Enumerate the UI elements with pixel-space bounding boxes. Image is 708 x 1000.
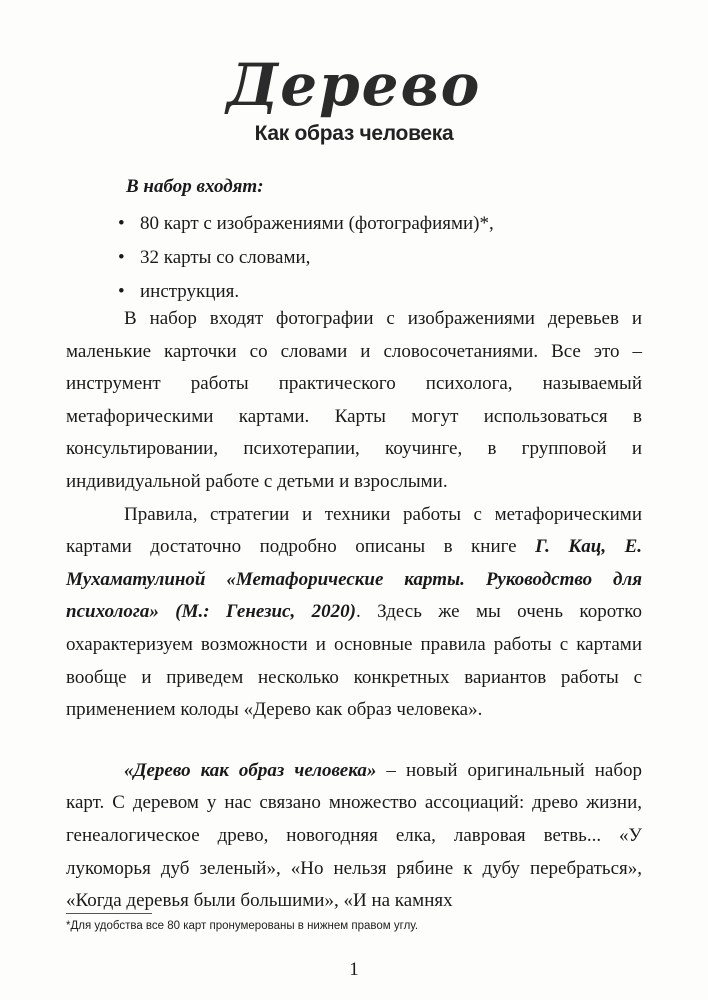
deck-name: «Дерево как образ человека» [124,759,377,781]
footnote: *Для удобства все 80 карт пронумерованы в нижнем правом углу. [66,920,419,932]
paragraph-rules-end: . Здесь же мы очень коротко охарактеризуем возможности и основные правила работы с картами вообще и приведем несколько конкретных вариантов работы с применением колоды «Дерево как образ человека». [66,601,643,721]
paragraph-rules [66,499,642,727]
paragraph-intro: В набор входят фотографии с изображениями деревьев и маленькие карточки со словами и словосочетаниями. Все это – инструмент работы практического психолога, называемый метафорическими картами. Карты могут использоваться в консультировании, психотерапии, коучинге, в групповой и индивидуальной работе с детьми и взрослыми. [66,308,642,492]
set-contents-list [118,207,494,309]
list-item: • инструкция. [118,275,494,309]
page-title: Дерево [226,51,482,119]
page-number: 1 [349,959,359,980]
list-item: • 80 карт с изображениями (фотографиями)*, [118,207,494,241]
footnote-divider [66,913,152,914]
body-text [66,303,642,918]
set-contents-heading: В набор входят: [126,176,264,197]
paragraph-deck-text: – новый оригинальный набор карт. С деревом у нас связано множество ассоциаций: древо жизни, генеалогическое древо, новогодняя елка, лавровая ветвь... «У лукоморья дуб зеленый», «Но нельзя рябине к дубу перебраться», «Когда деревья были большими», «И на камнях [66,759,642,912]
book-reference: Г. Кац, Е. Мухаматулиной «Метафорические карты. Руководство для психолога» (М.: Генезис, 2020) [66,536,642,623]
list-item: • 32 карты со словами, [118,241,494,275]
paragraph-rules-start: Правила, стратегии и техники работы с метафорическими картами достаточно подробно описаны в книге [66,503,642,558]
paragraph-deck [66,755,642,918]
page-subtitle: Как образ человека [254,122,454,145]
